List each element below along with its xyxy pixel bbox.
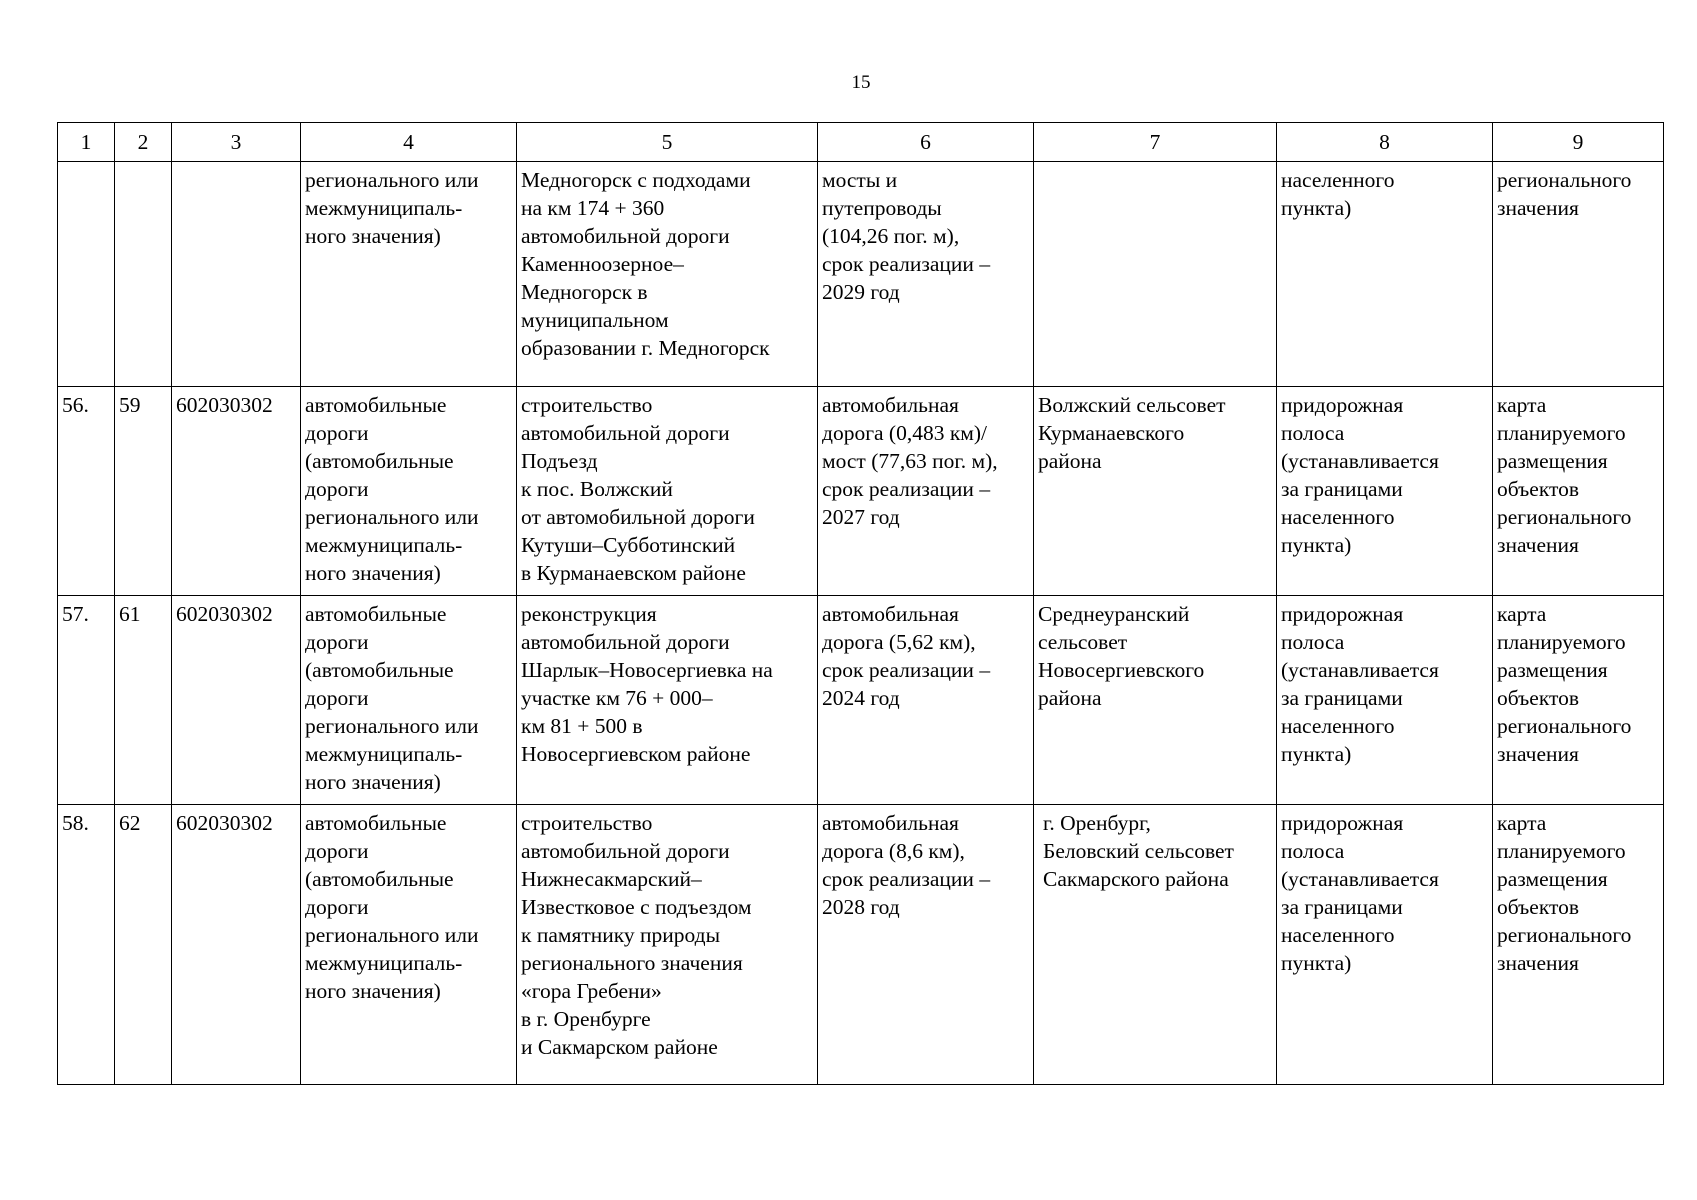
table-cell (172, 162, 301, 387)
table-cell: 61 (115, 596, 172, 805)
table-cell: придорожная полоса (устанавливается за границами населенного пункта) (1277, 387, 1493, 596)
table-cell: автомобильные дороги (автомобильные дороги регионального или межмуниципаль- ного значения) (301, 596, 517, 805)
header-cell: 7 (1034, 123, 1277, 162)
table-cell: 62 (115, 805, 172, 1085)
header-cell: 6 (818, 123, 1034, 162)
table-cell: 59 (115, 387, 172, 596)
table-cell: регионального или межмуниципаль- ного значения) (301, 162, 517, 387)
document-table (57, 122, 1664, 1085)
table-cell: мосты и путепроводы (104,26 пог. м), срок реализации – 2029 год (818, 162, 1034, 387)
table-cell: 58. (58, 805, 115, 1085)
table-cell: регионального значения (1493, 162, 1664, 387)
table-cell: 602030302 (172, 805, 301, 1085)
table-row (58, 596, 1664, 805)
page-number: 15 (851, 72, 871, 93)
table-cell: автомобильная дорога (0,483 км)/ мост (77,63 пог. м), срок реализации – 2027 год (818, 387, 1034, 596)
table-cell: автомобильные дороги (автомобильные дороги регионального или межмуниципаль- ного значения) (301, 387, 517, 596)
table-row-continuation (58, 162, 1664, 387)
header-cell: 1 (58, 123, 115, 162)
table-cell: г. Оренбург, Беловский сельсовет Сакмарского района (1034, 805, 1277, 1085)
table-cell (115, 162, 172, 387)
table-row (58, 805, 1664, 1085)
table-row (58, 387, 1664, 596)
table-cell: придорожная полоса (устанавливается за границами населенного пункта) (1277, 805, 1493, 1085)
table-cell: карта планируемого размещения объектов регионального значения (1493, 387, 1664, 596)
header-cell: 3 (172, 123, 301, 162)
table-cell: придорожная полоса (устанавливается за границами населенного пункта) (1277, 596, 1493, 805)
table-cell: строительство автомобильной дороги Нижнесакмарский– Известковое с подъездом к памятнику природы регионального значения «гора Гребени» в г. Оренбурге и Сакмарском районе (517, 805, 818, 1085)
header-cell: 9 (1493, 123, 1664, 162)
header-cell: 5 (517, 123, 818, 162)
table-cell (1034, 162, 1277, 387)
table-cell: автомобильные дороги (автомобильные дороги регионального или межмуниципаль- ного значения) (301, 805, 517, 1085)
table-cell: 602030302 (172, 387, 301, 596)
table-cell: Среднеуранский сельсовет Новосергиевского района (1034, 596, 1277, 805)
table-cell: строительство автомобильной дороги Подъезд к пос. Волжский от автомобильной дороги Кутуши–Субботинский в Курманаевском районе (517, 387, 818, 596)
table-cell: 56. (58, 387, 115, 596)
table-cell: карта планируемого размещения объектов регионального значения (1493, 805, 1664, 1085)
table-cell: реконструкция автомобильной дороги Шарлык–Новосергиевка на участке км 76 + 000– км 81 + 500 в Новосергиевском районе (517, 596, 818, 805)
table-cell: Волжский сельсовет Курманаевского района (1034, 387, 1277, 596)
header-cell: 2 (115, 123, 172, 162)
table-cell: автомобильная дорога (5,62 км), срок реализации – 2024 год (818, 596, 1034, 805)
table-cell: 57. (58, 596, 115, 805)
table-cell: 602030302 (172, 596, 301, 805)
table-header-row (58, 123, 1664, 162)
table-cell (58, 162, 115, 387)
header-cell: 8 (1277, 123, 1493, 162)
table-cell: Медногорск с подходами на км 174 + 360 автомобильной дороги Каменноозерное– Медногорск в муниципальном образовании г. Медногорск (517, 162, 818, 387)
table-cell: автомобильная дорога (8,6 км), срок реализации – 2028 год (818, 805, 1034, 1085)
table-cell: населенного пункта) (1277, 162, 1493, 387)
header-cell: 4 (301, 123, 517, 162)
table-cell: карта планируемого размещения объектов регионального значения (1493, 596, 1664, 805)
